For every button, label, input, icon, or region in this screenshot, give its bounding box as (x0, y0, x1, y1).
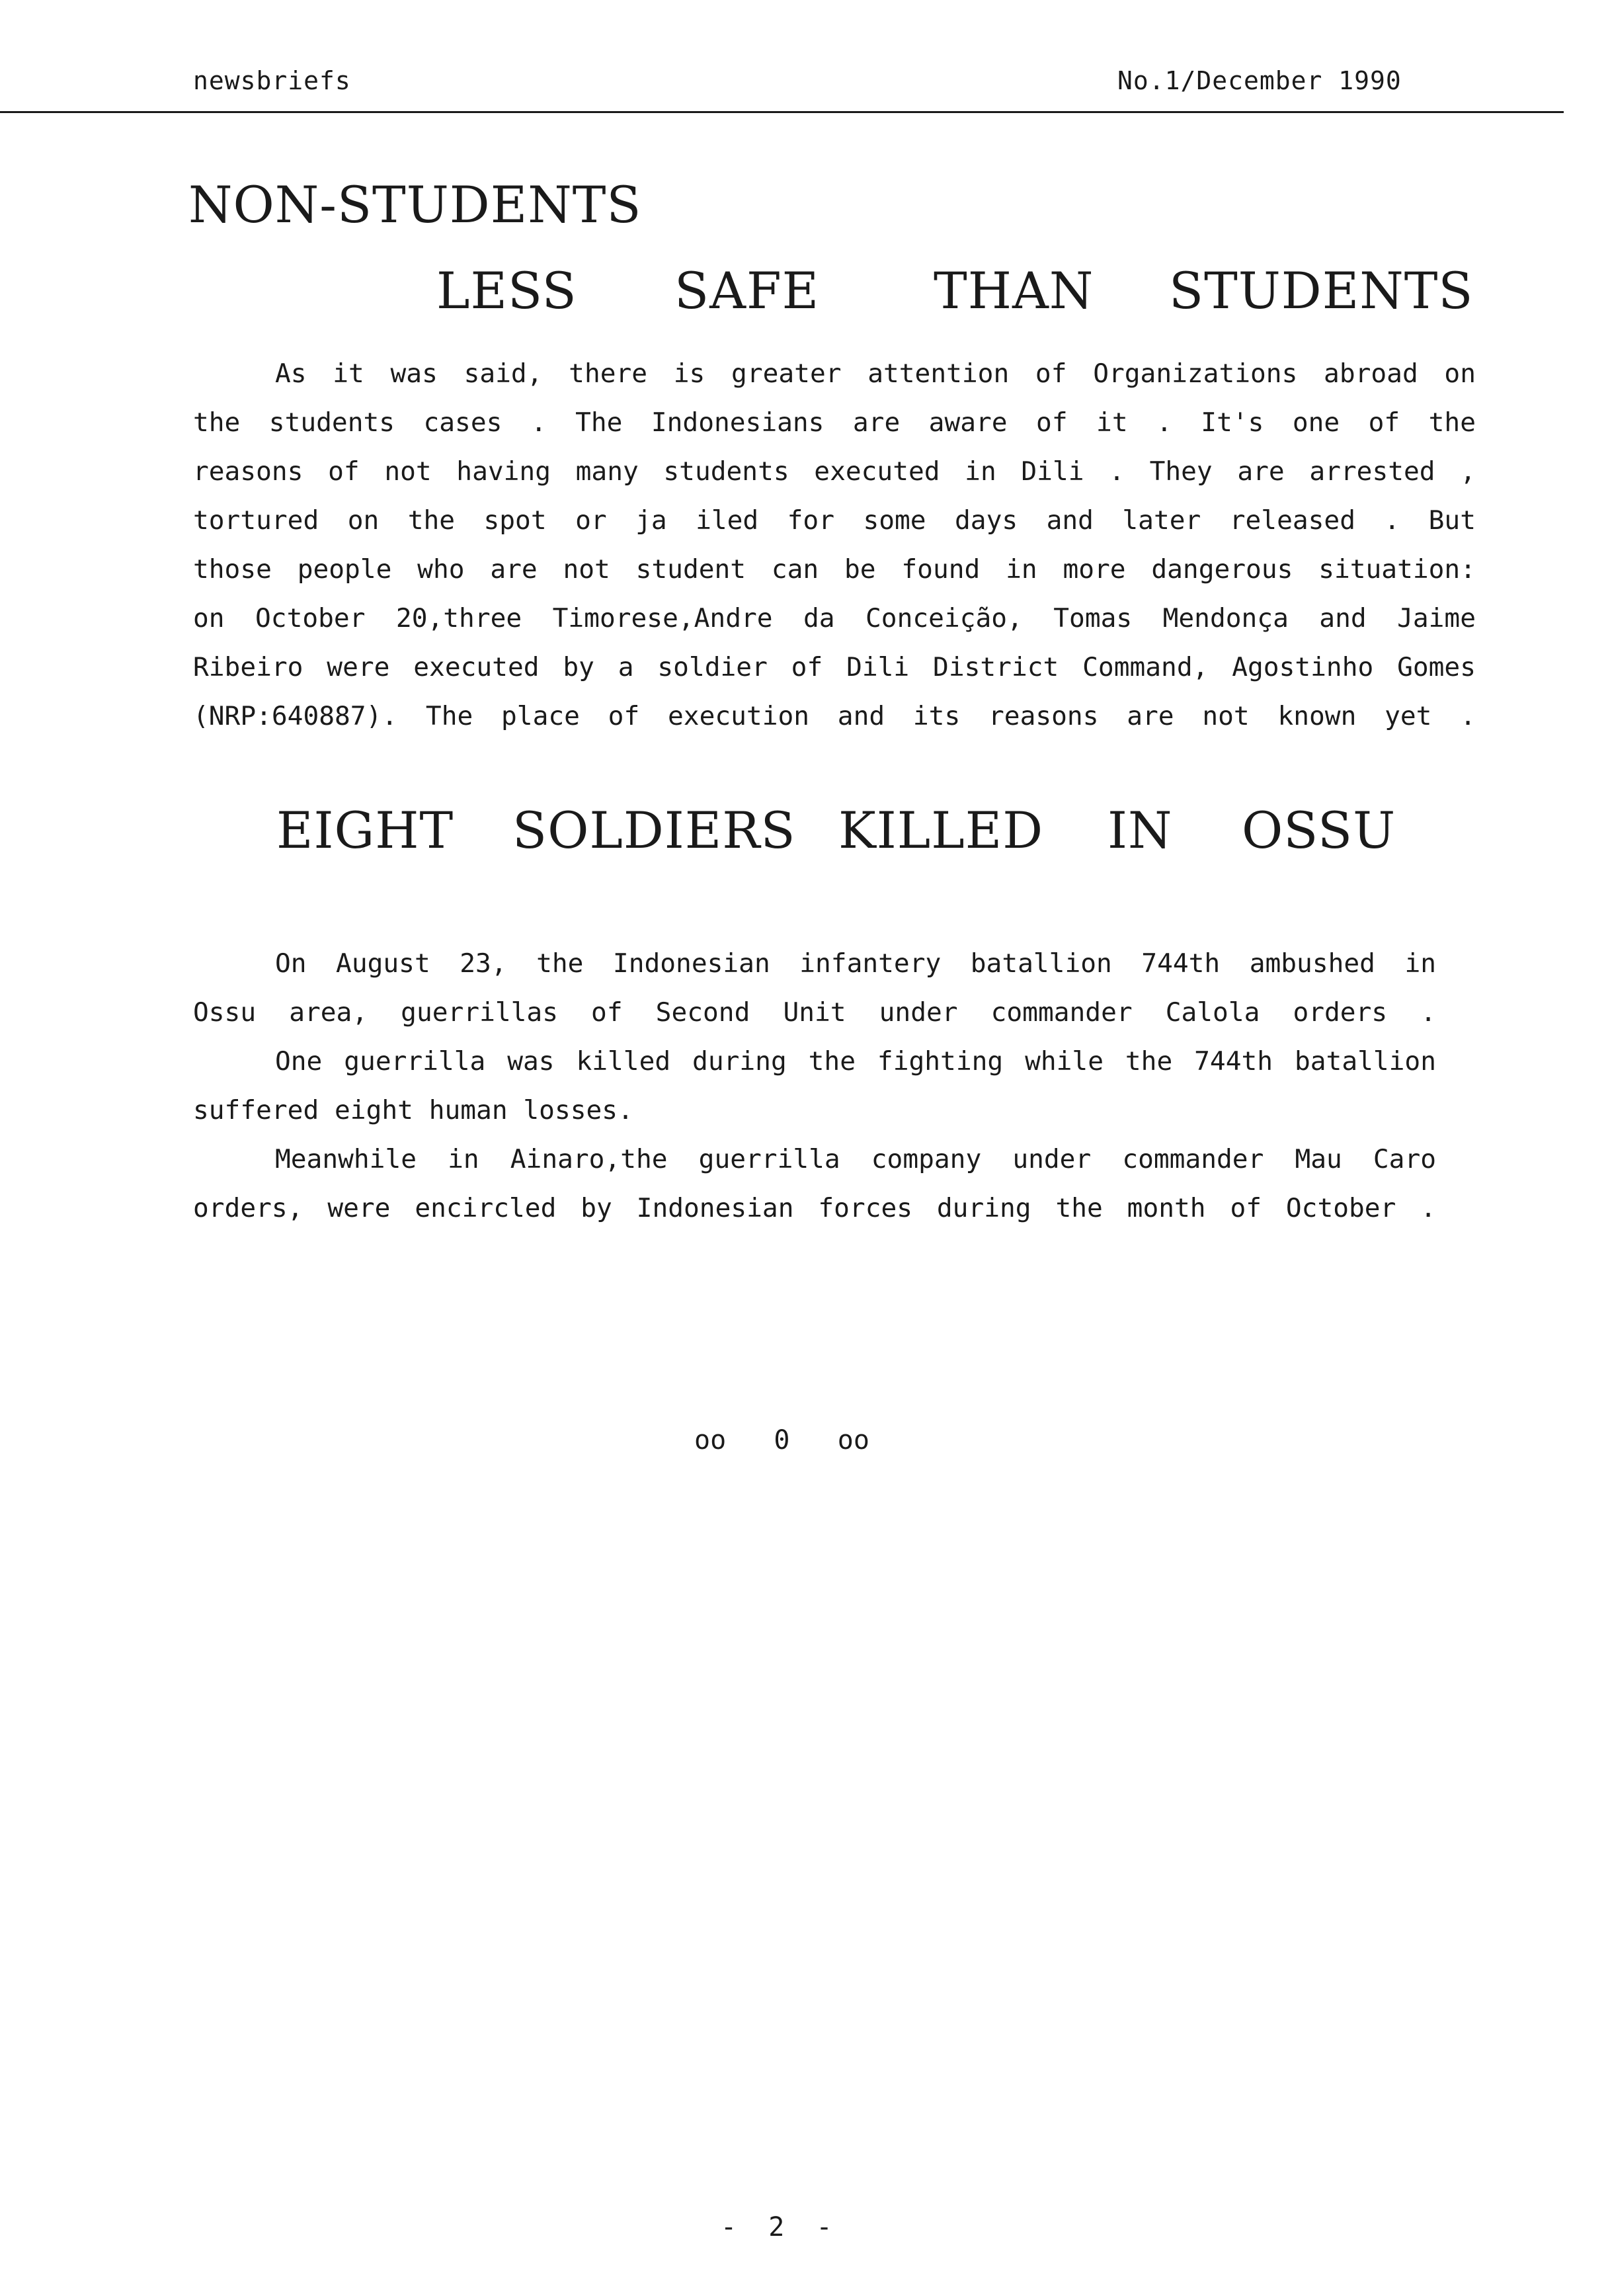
title-word: KILLED (838, 801, 1044, 860)
body-line: reasons of not having many students executed in Dili . They are arrested , (193, 456, 1476, 487)
body-line: the students cases . The Indonesians are aware of it . It's one of the (193, 407, 1476, 438)
body-line: As it was said, there is greater attention of Organizations abroad on (275, 358, 1476, 389)
body-line: Meanwhile in Ainaro,the guerrilla company under commander Mau Caro (275, 1144, 1436, 1174)
title-word: THAN (934, 261, 1094, 320)
section-separator: oo 0 oo (694, 1425, 869, 1456)
title-word: EIGHT (276, 801, 454, 860)
body-line: Ribeiro were executed by a soldier of Dili District Command, Agostinho Gomes (193, 652, 1476, 682)
body-line: those people who are not student can be found in more dangerous situation: (193, 554, 1476, 585)
title-word: OSSU (1242, 801, 1396, 860)
body-line: orders, were encircled by Indonesian forces during the month of October . (193, 1193, 1436, 1223)
title-word: LESS (436, 261, 577, 320)
body-line: One guerrilla was killed during the fighting while the 744th batallion (275, 1046, 1436, 1077)
title-word: STUDENTS (1169, 261, 1474, 320)
body-line: tortured on the spot or ja iled for some days and later released . But (193, 505, 1476, 536)
article2-body (193, 939, 1436, 1233)
article1-title-line1: NON-STUDENTS (188, 175, 642, 234)
article2-title (0, 801, 1608, 865)
body-line: Ossu area, guerrillas of Second Unit under commander Calola orders . (193, 997, 1436, 1028)
title-word: SAFE (674, 261, 820, 320)
body-line: suffered eight human losses. (193, 1095, 633, 1126)
body-line: On August 23, the Indonesian infantery batallion 744th ambushed in (275, 948, 1436, 979)
title-word: IN (1107, 801, 1173, 860)
article1-title-line2 (0, 261, 1608, 325)
running-header-title: newsbriefs (193, 66, 351, 95)
page-number: - 2 - (721, 2212, 832, 2242)
article1-body (193, 349, 1476, 741)
title-word: SOLDIERS (512, 801, 796, 860)
issue-date: No.1/December 1990 (1117, 66, 1402, 95)
body-line: (NRP:640887). The place of execution and its reasons are not known yet . (193, 701, 1476, 731)
body-line: on October 20,three Timorese,Andre da Conceição, Tomas Mendonça and Jaime (193, 603, 1476, 634)
header-rule (0, 111, 1564, 113)
